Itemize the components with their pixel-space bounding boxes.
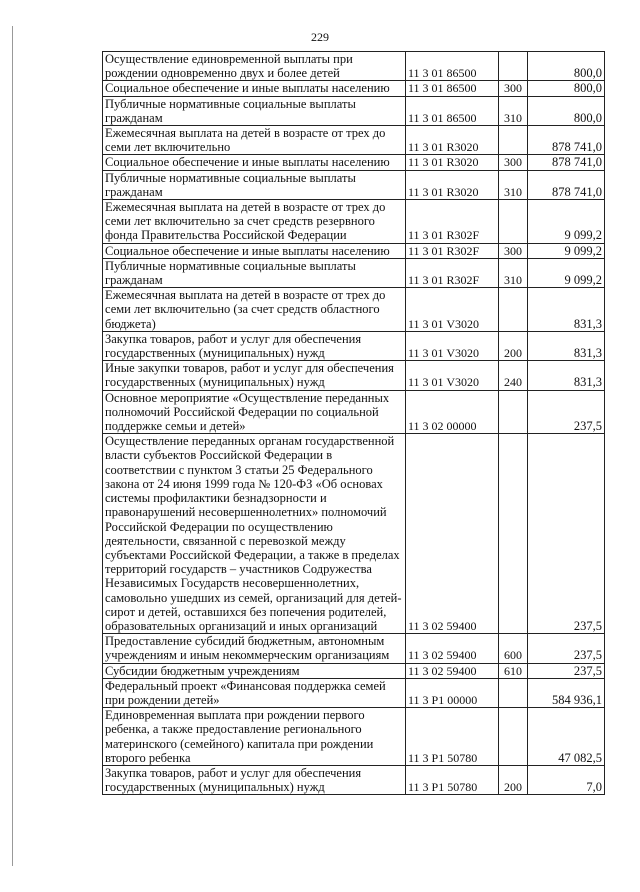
table-row (103, 96, 605, 125)
row-code-cell: 11 3 01 R302F (406, 243, 499, 258)
row-name-cell: Публичные нормативные социальные выплаты гражданам (103, 258, 406, 287)
row-amount-cell: 831,3 (528, 361, 605, 390)
row-amount-cell: 47 082,5 (528, 708, 605, 766)
table-row (103, 331, 605, 360)
table-row (103, 52, 605, 81)
table-row (103, 361, 605, 390)
row-expense-type-cell: 310 (499, 258, 528, 287)
row-name-cell: Ежемесячная выплата на детей в возрасте от трех до семи лет включительно за счет средств резервного фонда Правительства Российской Федерации (103, 200, 406, 244)
row-expense-type-cell (499, 434, 528, 634)
row-amount-cell: 7,0 (528, 765, 605, 794)
row-amount-cell: 237,5 (528, 663, 605, 678)
row-expense-type-cell: 310 (499, 170, 528, 199)
row-amount-cell: 800,0 (528, 52, 605, 81)
row-code-cell: 11 3 P1 00000 (406, 678, 499, 707)
row-name-cell: Закупка товаров, работ и услуг для обеспечения государственных (муниципальных) нужд (103, 331, 406, 360)
row-code-cell: 11 3 01 R3020 (406, 170, 499, 199)
row-expense-type-cell: 300 (499, 243, 528, 258)
table-row (103, 663, 605, 678)
table-row (103, 243, 605, 258)
row-expense-type-cell: 300 (499, 155, 528, 170)
table-row (103, 81, 605, 96)
table-row (103, 126, 605, 155)
row-code-cell: 11 3 01 86500 (406, 96, 499, 125)
table-row (103, 678, 605, 707)
row-amount-cell: 237,5 (528, 390, 605, 434)
page-number: 229 (311, 30, 329, 44)
row-expense-type-cell: 610 (499, 663, 528, 678)
row-amount-cell: 9 099,2 (528, 258, 605, 287)
row-amount-cell: 800,0 (528, 81, 605, 96)
row-code-cell: 11 3 01 V3020 (406, 361, 499, 390)
row-code-cell: 11 3 01 V3020 (406, 288, 499, 332)
row-expense-type-cell (499, 126, 528, 155)
row-expense-type-cell: 200 (499, 331, 528, 360)
row-name-cell: Социальное обеспечение и иные выплаты населению (103, 243, 406, 258)
row-expense-type-cell: 200 (499, 765, 528, 794)
row-name-cell: Осуществление единовременной выплаты при рождении одновременно двух и более детей (103, 52, 406, 81)
row-name-cell: Публичные нормативные социальные выплаты гражданам (103, 96, 406, 125)
row-code-cell: 11 3 02 59400 (406, 663, 499, 678)
row-name-cell: Социальное обеспечение и иные выплаты населению (103, 81, 406, 96)
row-amount-cell: 878 741,0 (528, 170, 605, 199)
row-name-cell: Ежемесячная выплата на детей в возрасте от трех до семи лет включительно (103, 126, 406, 155)
row-code-cell: 11 3 02 00000 (406, 390, 499, 434)
table-row (103, 390, 605, 434)
row-code-cell: 11 3 01 R302F (406, 258, 499, 287)
page-left-margin-rule (12, 26, 13, 866)
row-amount-cell: 9 099,2 (528, 200, 605, 244)
row-name-cell: Осуществление переданных органам государственной власти субъектов Российской Федерации в соответствии с пунктом 3 статьи 25 Федерального закона от 24 июня 1999 года № 120-ФЗ «Об основах системы профилактики безнадзорности и правонарушений несовершеннолетних» полномочий Российской Федерации по осуществлению деятельности, связанной с перевозкой между субъектами Российской Федерации, а также в пределах территорий государств – участников Содружества Независимых Государств несовершеннолетних, самовольно ушедших из семей, организаций для детей-сирот и детей, оставшихся без попечения родителей, образовательных организаций и иных организаций (103, 434, 406, 634)
row-expense-type-cell (499, 200, 528, 244)
row-expense-type-cell (499, 288, 528, 332)
table-row (103, 200, 605, 244)
row-code-cell: 11 3 01 V3020 (406, 331, 499, 360)
row-amount-cell: 237,5 (528, 634, 605, 663)
row-expense-type-cell (499, 708, 528, 766)
row-name-cell: Единовременная выплата при рождении первого ребенка, а также предоставление регионального материнского (семейного) капитала при рождении второго ребенка (103, 708, 406, 766)
row-amount-cell: 831,3 (528, 331, 605, 360)
table-row (103, 288, 605, 332)
table-row (103, 634, 605, 663)
row-expense-type-cell: 240 (499, 361, 528, 390)
row-expense-type-cell (499, 678, 528, 707)
row-expense-type-cell: 300 (499, 81, 528, 96)
row-name-cell: Основное мероприятие «Осуществление переданных полномочий Российской Федерации по социальной поддержке семьи и детей» (103, 390, 406, 434)
row-code-cell: 11 3 01 R3020 (406, 126, 499, 155)
row-name-cell: Субсидии бюджетным учреждениям (103, 663, 406, 678)
budget-table (102, 51, 605, 795)
row-expense-type-cell (499, 52, 528, 81)
row-expense-type-cell: 600 (499, 634, 528, 663)
row-expense-type-cell (499, 390, 528, 434)
row-code-cell: 11 3 02 59400 (406, 434, 499, 634)
table-row (103, 170, 605, 199)
row-name-cell: Социальное обеспечение и иные выплаты населению (103, 155, 406, 170)
row-name-cell: Иные закупки товаров, работ и услуг для обеспечения государственных (муниципальных) нужд (103, 361, 406, 390)
row-code-cell: 11 3 01 86500 (406, 52, 499, 81)
table-row (103, 258, 605, 287)
row-name-cell: Публичные нормативные социальные выплаты гражданам (103, 170, 406, 199)
row-amount-cell: 237,5 (528, 434, 605, 634)
row-code-cell: 11 3 01 R302F (406, 200, 499, 244)
row-name-cell: Федеральный проект «Финансовая поддержка семей при рождении детей» (103, 678, 406, 707)
table-row (103, 434, 605, 634)
row-name-cell: Закупка товаров, работ и услуг для обеспечения государственных (муниципальных) нужд (103, 765, 406, 794)
row-code-cell: 11 3 02 59400 (406, 634, 499, 663)
row-amount-cell: 878 741,0 (528, 155, 605, 170)
row-amount-cell: 800,0 (528, 96, 605, 125)
table-row (103, 765, 605, 794)
table-row (103, 155, 605, 170)
row-expense-type-cell: 310 (499, 96, 528, 125)
row-amount-cell: 9 099,2 (528, 243, 605, 258)
row-amount-cell: 878 741,0 (528, 126, 605, 155)
row-name-cell: Предоставление субсидий бюджетным, автономным учреждениям и иным некоммерческим организациям (103, 634, 406, 663)
table-row (103, 708, 605, 766)
row-code-cell: 11 3 P1 50780 (406, 765, 499, 794)
row-code-cell: 11 3 01 86500 (406, 81, 499, 96)
row-amount-cell: 584 936,1 (528, 678, 605, 707)
row-name-cell: Ежемесячная выплата на детей в возрасте от трех до семи лет включительно (за счет средств областного бюджета) (103, 288, 406, 332)
row-code-cell: 11 3 01 R3020 (406, 155, 499, 170)
row-code-cell: 11 3 P1 50780 (406, 708, 499, 766)
row-amount-cell: 831,3 (528, 288, 605, 332)
